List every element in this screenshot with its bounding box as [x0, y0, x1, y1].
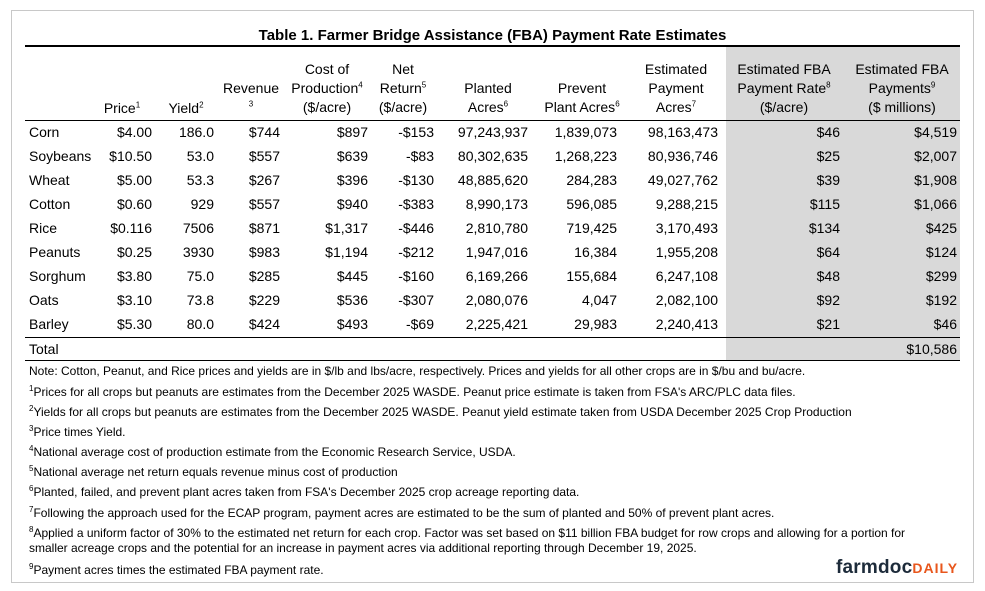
footnote-marker: 6 — [29, 484, 34, 493]
cell-net: -$83 — [405, 148, 434, 164]
cell-payacres: 98,163,473 — [647, 124, 718, 140]
header-price: Price$^1$ — [103, 100, 141, 116]
cell-yield: 53.0 — [186, 148, 214, 164]
cell-crop: Barley — [29, 316, 69, 332]
footnote-marker: 9 — [29, 562, 34, 571]
footnote-marker: 7 — [29, 505, 34, 514]
cell-prevent: 155,684 — [566, 268, 617, 284]
cell-cost: $1,194 — [325, 244, 368, 260]
cell-revenue: $285 — [248, 268, 280, 284]
cell-payments: $1,066 — [914, 196, 957, 212]
footnote-text: Note: Cotton, Peanut, and Rice prices and yields are in $/lb and lbs/acre, respectively. Prices and yields for all other crops are in $/bu and bu/acre. — [29, 364, 806, 378]
cell-payments: $2,007 — [914, 148, 957, 164]
cell-net: -$307 — [398, 292, 434, 308]
cell-crop: Oats — [29, 292, 59, 308]
top-rule — [25, 45, 960, 47]
footnote-marker: 8 — [29, 525, 34, 534]
footnote — [29, 385, 796, 400]
cell-revenue: $983 — [248, 244, 280, 260]
cell-rate: $64 — [816, 244, 840, 260]
table-title: Table 1. Farmer Bridge Assistance (FBA) Payment Rate Estimates — [258, 27, 727, 44]
cell-prevent: 4,047 — [581, 292, 617, 308]
cell-net: -$130 — [398, 172, 434, 188]
footnote-text: Payment acres times the estimated FBA payment rate. — [33, 563, 324, 577]
cell-yield: 186.0 — [178, 124, 214, 140]
cell-planted: 2,225,421 — [465, 316, 528, 332]
footnote-text: Planted, failed, and prevent plant acres taken from FSA's December 2025 crop acreage reporting data. — [33, 485, 580, 499]
cell-payacres: 3,170,493 — [655, 220, 718, 236]
cell-rate: $46 — [816, 124, 840, 140]
footnote-marker: 4 — [29, 444, 34, 453]
cell-payacres: 2,240,413 — [655, 316, 718, 332]
footnote-text: National average cost of production estimate from the Economic Research Service, USDA. — [33, 445, 516, 459]
cell-cost: $493 — [336, 316, 368, 332]
cell-yield: 73.8 — [186, 292, 214, 308]
footnote-marker: 1 — [29, 384, 34, 393]
footnote-text: Yields for all crops but peanuts are estimates from the December 2025 WASDE. Peanut yield estimate taken from USDA December 2025 Crop Production — [33, 405, 852, 419]
cell-cost: $897 — [336, 124, 368, 140]
header-yield: Yield$^2$ — [168, 100, 204, 116]
cell-revenue: $557 — [248, 148, 280, 164]
cell-price: $0.25 — [116, 244, 152, 260]
cell-price: $0.116 — [110, 220, 152, 236]
footnote — [29, 425, 126, 440]
cell-planted: 2,080,076 — [465, 292, 528, 308]
total-rule — [25, 337, 960, 338]
footnote — [29, 445, 516, 460]
cell-cost: $396 — [336, 172, 368, 188]
cell-price: $4.00 — [116, 124, 152, 140]
header-net-return: Net Return$^5$ ($/acre) — [378, 61, 428, 115]
cell-prevent: 719,425 — [566, 220, 617, 236]
cell-planted: 80,302,635 — [457, 148, 528, 164]
footnote — [29, 364, 805, 379]
cell-yield: 929 — [190, 196, 214, 212]
cell-yield: 3930 — [182, 244, 214, 260]
cell-revenue: $744 — [248, 124, 280, 140]
cell-net: -$160 — [398, 268, 434, 284]
cell-revenue: $424 — [248, 316, 280, 332]
cell-net: -$212 — [398, 244, 434, 260]
cell-net: -$153 — [398, 124, 434, 140]
cell-revenue: $557 — [248, 196, 280, 212]
footnote-text: National average net return equals revenue minus cost of production — [33, 465, 398, 479]
cell-price: $5.30 — [116, 316, 152, 332]
cell-prevent: 596,085 — [566, 196, 617, 212]
cell-revenue: $267 — [248, 172, 280, 188]
header-payment-acres: Estimated Payment Acres$^7$ — [644, 61, 708, 115]
cell-crop: Cotton — [29, 196, 71, 212]
cell-prevent: 284,283 — [566, 172, 617, 188]
cell-planted: 6,169,266 — [465, 268, 528, 284]
footnote-text: Prices for all crops but peanuts are estimates from the December 2025 WASDE. Peanut price estimate is taken from FSA's ARC/PLC data files. — [33, 385, 796, 399]
cell-price: $3.10 — [116, 292, 152, 308]
cell-rate: $21 — [816, 316, 840, 332]
cell-cost: $445 — [336, 268, 368, 284]
cell-rate: $92 — [816, 292, 840, 308]
bottom-rule — [25, 360, 960, 361]
footnote — [29, 506, 774, 521]
cell-crop: Wheat — [29, 172, 70, 188]
cell-net: -$383 — [398, 196, 434, 212]
cell-rate: $25 — [816, 148, 840, 164]
cell-payacres: 6,247,108 — [655, 268, 718, 284]
cell-cost: $639 — [336, 148, 368, 164]
cell-crop: Rice — [29, 220, 58, 236]
cell-rate: $134 — [808, 220, 840, 236]
cell-payments: $299 — [925, 268, 957, 284]
header-planted-acres: Planted Acres$^6$ — [464, 80, 512, 115]
cell-planted: 48,885,620 — [457, 172, 528, 188]
cell-crop: Sorghum — [29, 268, 86, 284]
footnote — [29, 465, 398, 480]
cell-yield: 75.0 — [186, 268, 214, 284]
cell-planted: 2,810,780 — [465, 220, 528, 236]
cell-planted: 8,990,173 — [465, 196, 528, 212]
footnote-marker: 2 — [29, 404, 34, 413]
footnote-marker: 5 — [29, 464, 34, 473]
cell-payacres: 1,955,208 — [655, 244, 718, 260]
cell-prevent: 29,983 — [574, 316, 617, 332]
cell-payments: $124 — [925, 244, 957, 260]
cell-yield: 7506 — [182, 220, 214, 236]
cell-payacres: 80,936,746 — [647, 148, 718, 164]
cell-rate: $115 — [809, 196, 840, 212]
cell-crop: Soybeans — [29, 148, 91, 164]
header-cost: Cost of Production$^4$ ($/acre) — [291, 61, 363, 115]
cell-payments: $192 — [925, 292, 957, 308]
cell-yield: 80.0 — [186, 316, 214, 332]
cell-price: $3.80 — [116, 268, 152, 284]
header-payments: Estimated FBA Payments$^9$ ($ millions) — [855, 61, 949, 115]
header-prevent-plant-acres: Prevent Plant Acres$^6$ — [544, 80, 620, 115]
footnote — [29, 405, 852, 420]
cell-rate: $48 — [816, 268, 840, 284]
cell-payacres: 49,027,762 — [647, 172, 718, 188]
cell-net: -$69 — [405, 316, 434, 332]
cell-planted: 1,947,016 — [465, 244, 528, 260]
cell-crop: Peanuts — [29, 244, 81, 260]
footnote — [29, 485, 579, 500]
cell-cost: $1,317 — [325, 220, 368, 236]
total-label: Total — [29, 341, 59, 357]
cell-payacres: 2,082,100 — [655, 292, 718, 308]
footnote — [29, 526, 929, 556]
cell-cost: $536 — [336, 292, 368, 308]
header-rule — [25, 120, 960, 121]
cell-crop: Corn — [29, 124, 60, 140]
cell-prevent: 16,384 — [574, 244, 617, 260]
cell-prevent: 1,839,073 — [554, 124, 617, 140]
cell-net: -$446 — [398, 220, 434, 236]
cell-revenue: $871 — [248, 220, 280, 236]
cell-payacres: 9,288,215 — [655, 196, 718, 212]
cell-planted: 97,243,937 — [457, 124, 528, 140]
cell-prevent: 1,268,223 — [554, 148, 617, 164]
footnote-text: Following the approach used for the ECAP program, payment acres are estimated to be the sum of planted and 50% of prevent plant acres. — [33, 506, 775, 520]
cell-price: $0.60 — [116, 196, 152, 212]
cell-payments: $425 — [925, 220, 957, 236]
cell-revenue: $229 — [248, 292, 280, 308]
header-payment-rate: Estimated FBA Payment Rate$^8$ ($/acre) — [737, 61, 831, 115]
header-revenue: Revenue $^3$ — [222, 80, 280, 109]
cell-payments: $46 — [933, 316, 957, 332]
footnote-marker: 3 — [29, 424, 34, 433]
farmdoc-daily-logo: farmdocDAILY — [836, 557, 959, 578]
cell-payments: $1,908 — [914, 172, 957, 188]
cell-rate: $39 — [816, 172, 840, 188]
cell-price: $5.00 — [116, 172, 152, 188]
footnote — [29, 563, 324, 578]
cell-payments: $4,519 — [914, 124, 957, 140]
footnote-text: Applied a uniform factor of 30% to the estimated net return for each crop. Factor was set based on $11 billion FBA budget for row crops and allowing for a portion for smaller acreage crops and the potential for an increase in payment acres via additional reporting through December 19, 2025. — [29, 526, 906, 555]
cell-cost: $940 — [336, 196, 368, 212]
cell-price: $10.50 — [109, 148, 152, 164]
total-payments: $10,586 — [906, 341, 957, 357]
cell-yield: 53.3 — [186, 172, 214, 188]
footnote-text: Price times Yield. — [33, 425, 126, 439]
